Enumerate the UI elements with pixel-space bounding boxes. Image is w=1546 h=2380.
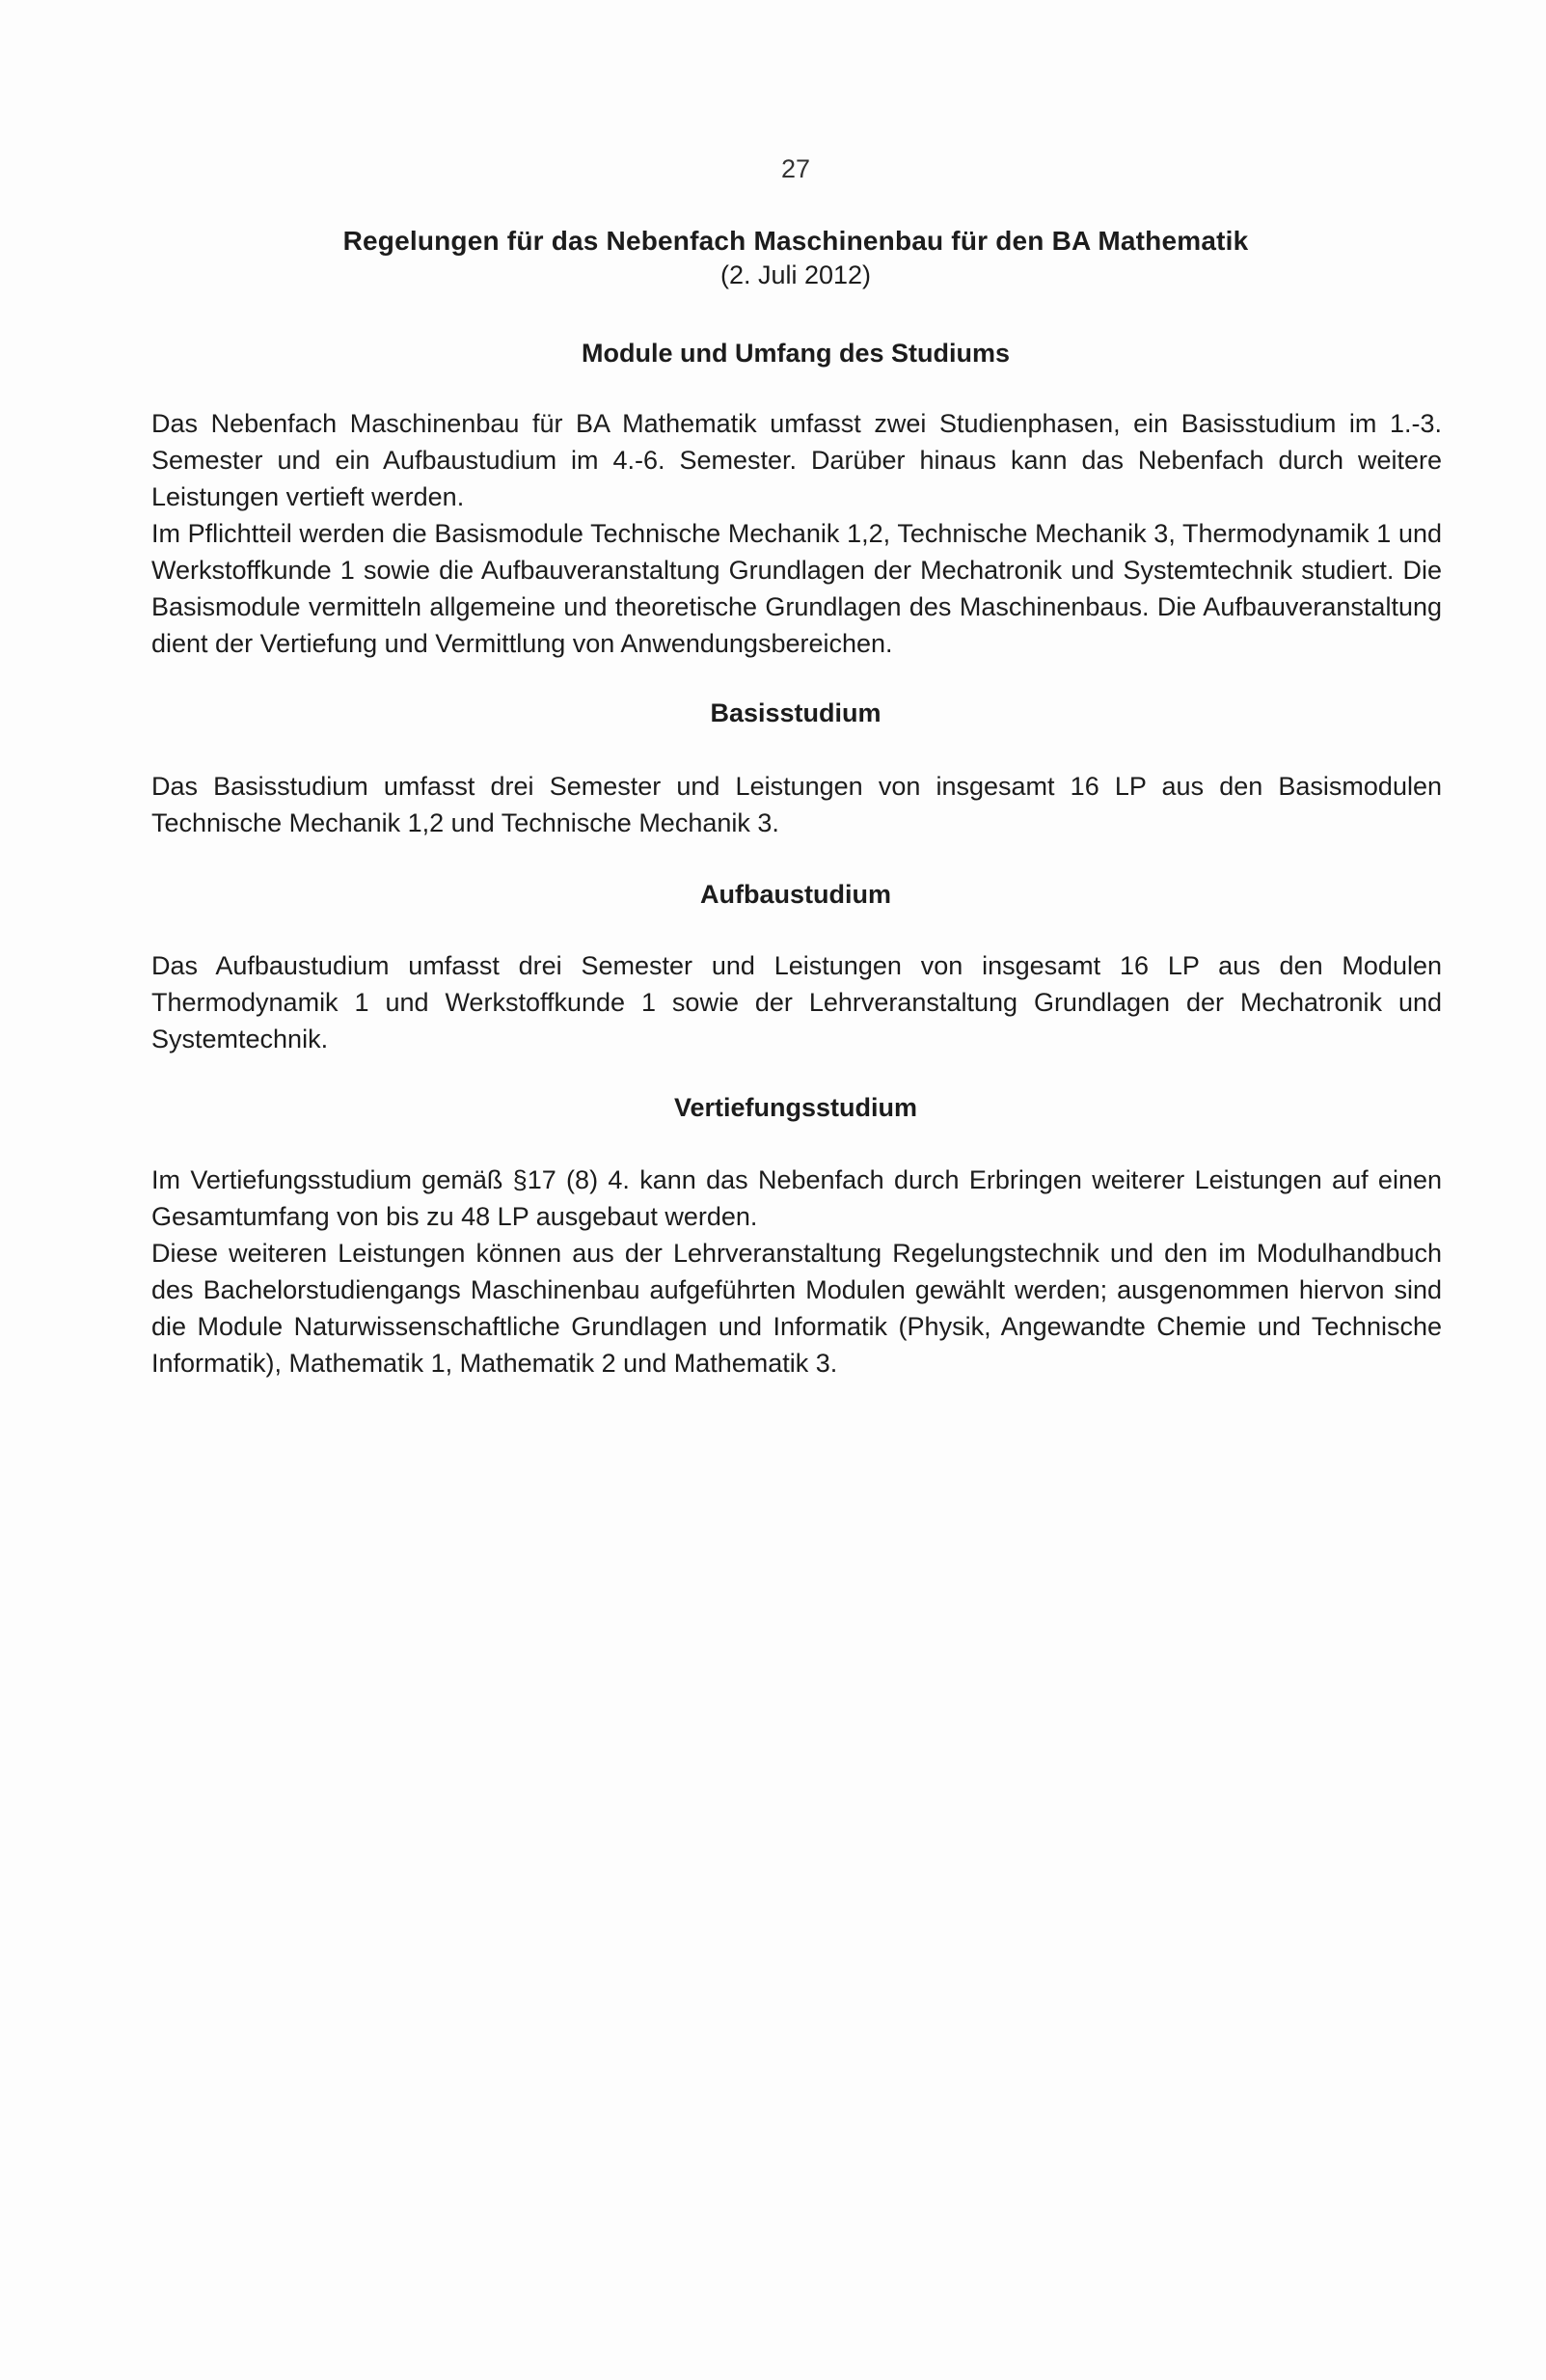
page-number: 27 xyxy=(780,154,811,183)
paragraph-basisstudium: Das Basisstudium umfasst drei Semester und Leistungen von insgesamt 16 LP aus den Basismodulen Technische Mechanik 1,2 und Technische Mechanik 3. xyxy=(151,772,1442,837)
paragraph-pflichtteil: Im Pflichtteil werden die Basismodule Technische Mechanik 1,2, Technische Mechanik 3, Thermodynamik 1 und Werkstoffkunde 1 sowie die Aufbauveranstaltung Grundlagen der Mechatronik und Systemtechnik studiert. Die Basismodule vermitteln allgemeine und theoretische Grundlagen des Maschinenbaus. Die Aufbauveranstaltung dient der Vertiefung und Vermittlung von Anwendungsbereichen. xyxy=(151,519,1442,658)
heading-aufbaustudium: Aufbaustudium xyxy=(700,880,891,909)
heading-basisstudium: Basisstudium xyxy=(710,698,881,727)
paragraph-vertiefung-leistungen: Diese weiteren Leistungen können aus der Lehrveranstaltung Regelungstechnik und den im Modulhandbuch des Bachelorstudiengangs Maschinenbau aufgeführten Modulen gewählt werden; ausgenommen hiervon sind die Module Naturwissenschaftliche Grundlagen und Informatik (Physik, Angewandte Chemie und Technische Informatik), Mathematik 1, Mathematik 2 und Mathematik 3. xyxy=(151,1239,1442,1378)
paragraph-aufbaustudium: Das Aufbaustudium umfasst drei Semester und Leistungen von insgesamt 16 LP aus den Modulen Thermodynamik 1 und Werkstoffkunde 1 sowie der Lehrveranstaltung Grundlagen der Mechatronik und Systemtechnik. xyxy=(151,951,1442,1053)
paragraph-module-intro: Das Nebenfach Maschinenbau für BA Mathematik umfasst zwei Studienphasen, ein Basisstudium im 1.-3. Semester und ein Aufbaustudium im 4.-6. Semester. Darüber hinaus kann das Nebenfach durch weitere Leistungen vertieft werden. xyxy=(151,409,1442,511)
document-title: Regelungen für das Nebenfach Maschinenbau für den BA Mathematik xyxy=(342,226,1249,256)
paragraph-vertiefung-umfang: Im Vertiefungsstudium gemäß §17 (8) 4. kann das Nebenfach durch Erbringen weiterer Leistungen auf einen Gesamtumfang von bis zu 48 LP ausgebaut werden. xyxy=(151,1165,1442,1231)
heading-vertiefungsstudium: Vertiefungsstudium xyxy=(673,1093,918,1122)
document-date: (2. Juli 2012) xyxy=(719,260,872,289)
heading-module-umfang: Module und Umfang des Studiums xyxy=(582,339,1010,368)
